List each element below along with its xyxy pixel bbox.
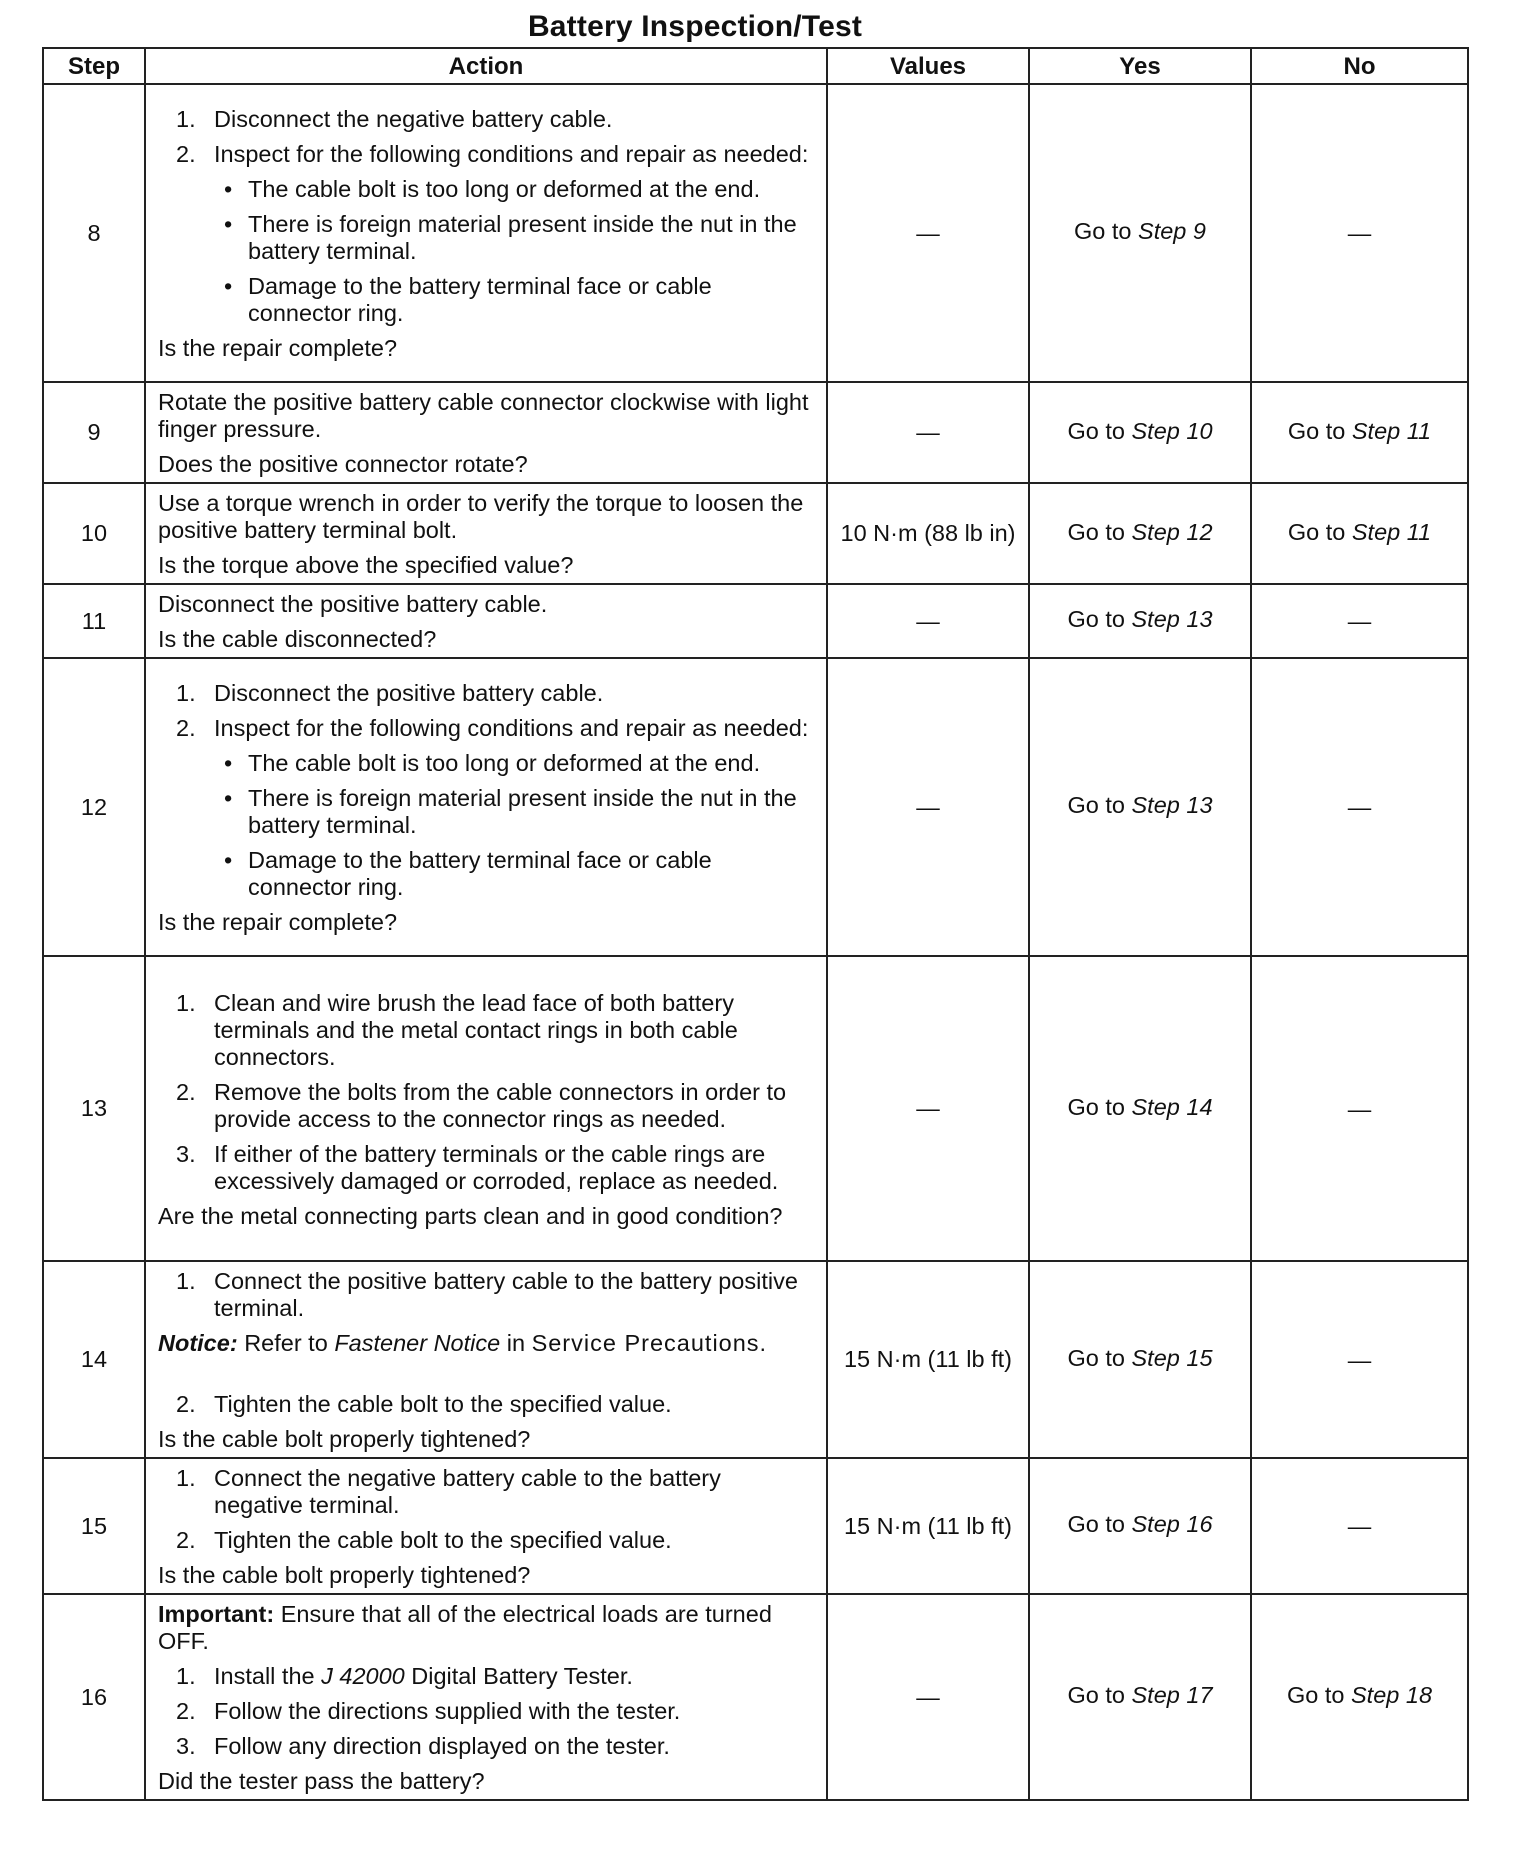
value-cell: 15 N·m (11 lb ft) <box>827 1261 1029 1458</box>
yes-cell: Go to Step 12 <box>1029 483 1251 584</box>
yes-cell: Go to Step 14 <box>1029 956 1251 1261</box>
yes-cell: Go to Step 15 <box>1029 1261 1251 1458</box>
list-item: 2. Follow the directions supplied with the tester. <box>176 1698 681 1724</box>
yes-cell: Go to Step 16 <box>1029 1458 1251 1594</box>
list-item: 1. Clean and wire brush the lead face of both battery terminals and the metal contact rings in both cable connectors. <box>176 989 738 1070</box>
action-cell <box>145 84 827 382</box>
table-row <box>43 84 1468 382</box>
step-number: 8 <box>43 84 145 382</box>
question: Is the repair complete? <box>158 335 398 361</box>
value-cell: 10 N·m (88 lb in) <box>827 483 1029 584</box>
bullet-item: • There is foreign material present inside the nut in the battery terminal. <box>224 211 797 264</box>
table-row <box>43 1594 1468 1800</box>
value-cell: — <box>827 84 1029 382</box>
action-cell: Disconnect the positive battery cable. Is the cable disconnected? <box>145 584 827 658</box>
header-no: No <box>1251 48 1468 84</box>
value-cell: — <box>827 658 1029 956</box>
bullet-item: • Damage to the battery terminal face or cable connector ring. <box>224 273 712 326</box>
action-cell <box>145 1458 827 1594</box>
list-item: 1. Connect the negative battery cable to the battery negative terminal. <box>176 1465 721 1518</box>
step-number: 13 <box>43 956 145 1261</box>
step-number: 14 <box>43 1261 145 1458</box>
no-cell: — <box>1251 956 1468 1261</box>
yes-cell: Go to Step 10 <box>1029 382 1251 483</box>
value-cell: — <box>827 1594 1029 1800</box>
no-cell: — <box>1251 84 1468 382</box>
table-row <box>43 658 1468 956</box>
battery-test-table <box>42 47 1469 1801</box>
table-row <box>43 483 1468 584</box>
step-number: 16 <box>43 1594 145 1800</box>
bullet-item: • There is foreign material present inside the nut in the battery terminal. <box>224 785 797 838</box>
step-number: 11 <box>43 584 145 658</box>
list-item: 1. Disconnect the negative battery cable. <box>176 106 613 132</box>
list-item: 3. If either of the battery terminals or the cable rings are excessively damaged or corroded, replace as needed. <box>176 1140 779 1194</box>
yes-cell: Go to Step 17 <box>1029 1594 1251 1800</box>
notice: Notice: Refer to Fastener Notice in Service Precautions. <box>158 1330 768 1356</box>
no-cell: — <box>1251 1261 1468 1458</box>
question: Is the repair complete? <box>158 909 398 935</box>
action-cell <box>145 956 827 1261</box>
header-step: Step <box>43 48 145 84</box>
question: Does the positive connector rotate? <box>158 451 528 477</box>
no-cell: Go to Step 11 <box>1251 382 1468 483</box>
question: Are the metal connecting parts clean and in good condition? <box>158 1202 783 1229</box>
list-item: 1. Disconnect the positive battery cable. <box>176 680 604 706</box>
action-cell <box>145 1261 827 1458</box>
table-row <box>43 584 1468 658</box>
list-item: 2. Remove the bolts from the cable connectors in order to provide access to the connector rings as needed. <box>176 1078 787 1132</box>
step-number: 9 <box>43 382 145 483</box>
value-cell: 15 N·m (11 lb ft) <box>827 1458 1029 1594</box>
yes-cell: Go to Step 13 <box>1029 584 1251 658</box>
bullet-item: • The cable bolt is too long or deformed at the end. <box>224 750 761 776</box>
action-cell: Use a torque wrench in order to verify the torque to loosen the positive battery terminal bolt. Is the torque above the specified value? <box>145 483 827 584</box>
list-item: 2. Tighten the cable bolt to the specified value. <box>176 1527 672 1553</box>
list-item: 1. Install the J 42000 Digital Battery Tester. <box>176 1663 633 1689</box>
yes-cell: Go to Step 13 <box>1029 658 1251 956</box>
list-item: 1. Connect the positive battery cable to the battery positive terminal. <box>176 1268 798 1321</box>
no-cell: — <box>1251 584 1468 658</box>
table-row <box>43 382 1468 483</box>
question: Is the cable disconnected? <box>158 626 437 652</box>
table-row <box>43 1458 1468 1594</box>
header-values: Values <box>827 48 1029 84</box>
step-number: 12 <box>43 658 145 956</box>
header-action: Action <box>145 48 827 84</box>
no-cell: Go to Step 11 <box>1251 483 1468 584</box>
list-item: 2. Inspect for the following conditions and repair as needed: • The cable bolt is too long or deformed at the end. • There is foreign material present inside the nut in the battery terminal. • Damage to the battery terminal face or cable connector ring. <box>158 141 816 327</box>
value-cell: — <box>827 382 1029 483</box>
question: Is the cable bolt properly tightened? <box>158 1562 531 1588</box>
table-row <box>43 1261 1468 1458</box>
value-cell: — <box>827 584 1029 658</box>
list-item: 2. Inspect for the following conditions and repair as needed: • The cable bolt is too long or deformed at the end. • There is foreign material present inside the nut in the battery terminal. • Damage to the battery terminal face or cable connector ring. <box>158 715 816 901</box>
yes-cell: Go to Step 9 <box>1029 84 1251 382</box>
step-number: 15 <box>43 1458 145 1594</box>
bullet-item: • Damage to the battery terminal face or cable connector ring. <box>224 847 712 900</box>
page-title: Battery Inspection/Test <box>527 10 863 43</box>
table-row <box>43 956 1468 1261</box>
header-yes: Yes <box>1029 48 1251 84</box>
no-cell: — <box>1251 658 1468 956</box>
header-row <box>43 48 1468 84</box>
no-cell: Go to Step 18 <box>1251 1594 1468 1800</box>
question: Did the tester pass the battery? <box>158 1768 485 1794</box>
no-cell: — <box>1251 1458 1468 1594</box>
question: Is the torque above the specified value? <box>158 552 574 578</box>
bullet-item: • The cable bolt is too long or deformed at the end. <box>224 176 761 202</box>
important-note: Important: Ensure that all of the electrical loads are turned OFF. <box>158 1601 772 1654</box>
list-item: 2. Tighten the cable bolt to the specified value. <box>176 1391 672 1417</box>
action-cell <box>145 658 827 956</box>
step-number: 10 <box>43 483 145 584</box>
action-cell: Rotate the positive battery cable connector clockwise with light finger pressure. Does the positive connector rotate? <box>145 382 827 483</box>
value-cell: — <box>827 956 1029 1261</box>
action-cell <box>145 1594 827 1800</box>
question: Is the cable bolt properly tightened? <box>158 1426 531 1452</box>
list-item: 3. Follow any direction displayed on the tester. <box>176 1733 670 1759</box>
